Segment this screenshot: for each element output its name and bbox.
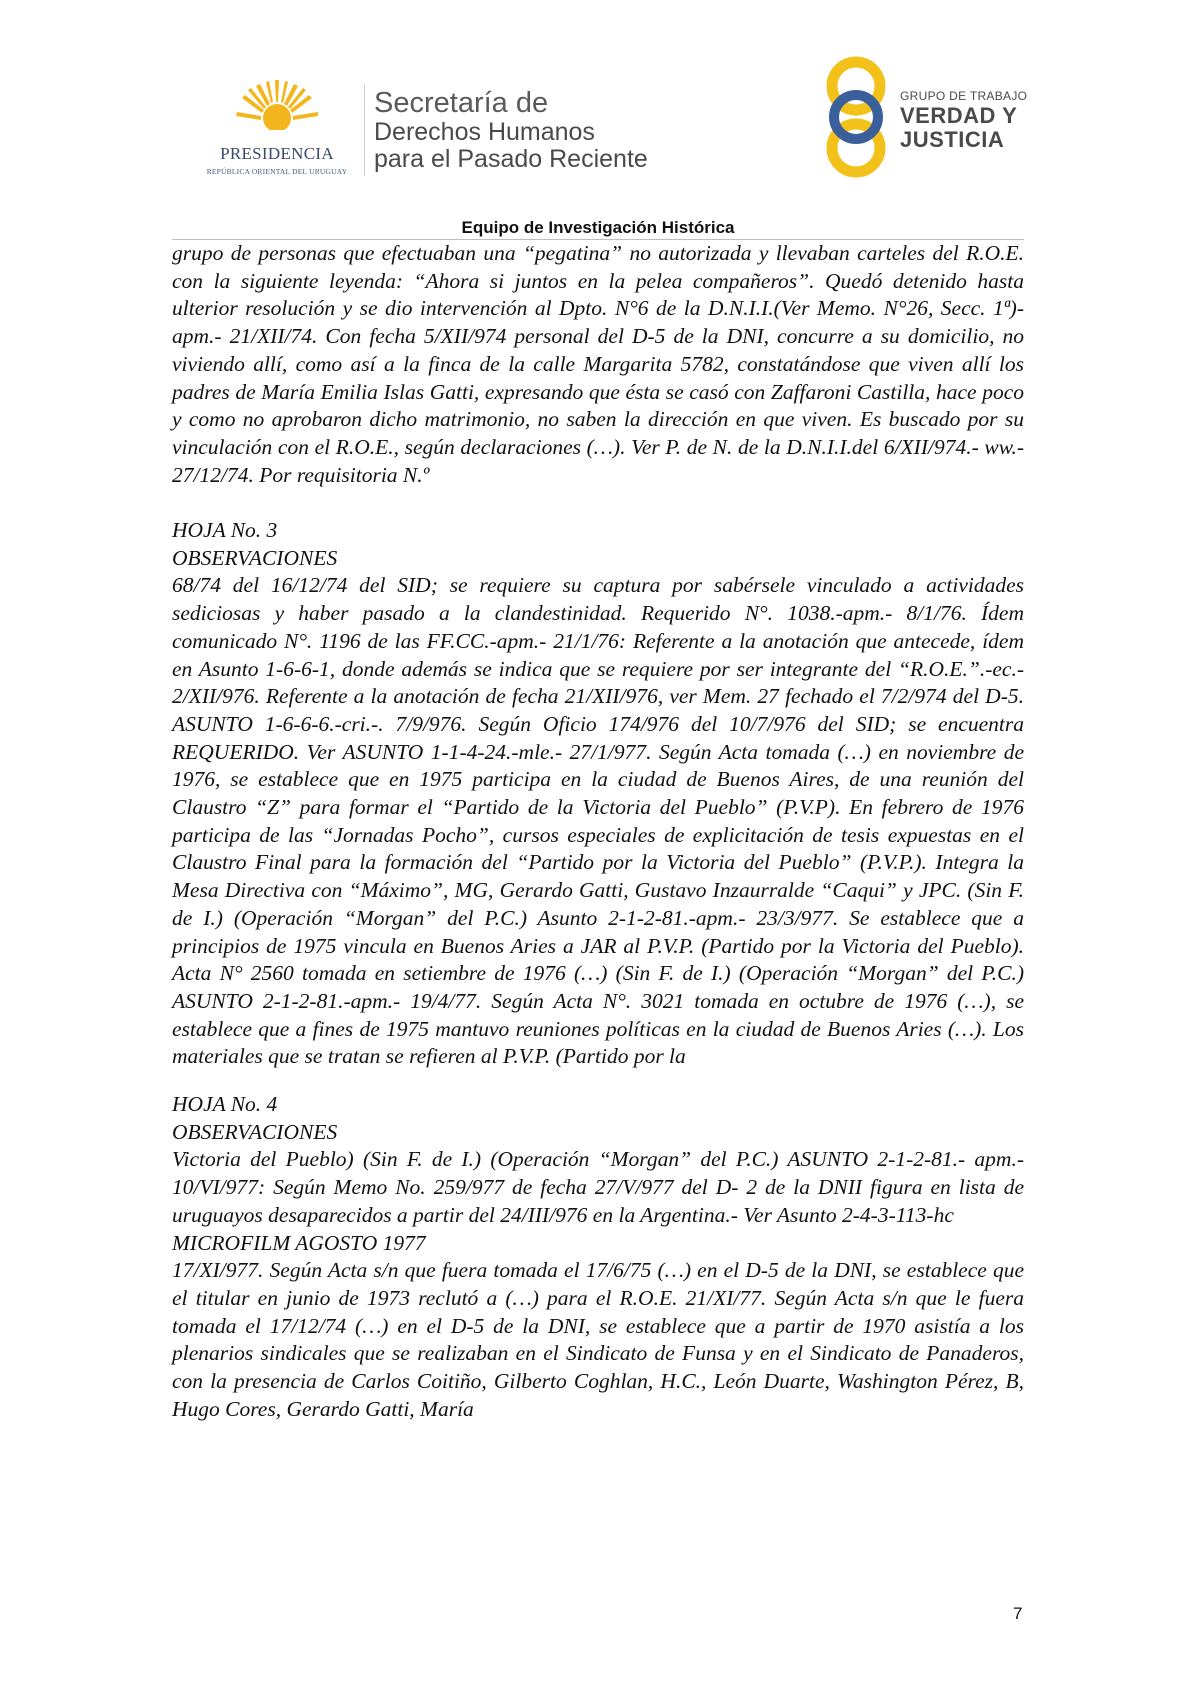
secretaria-line-3: para el Pasado Reciente — [374, 145, 648, 173]
grupo-line-1: GRUPO DE TRABAJO — [900, 89, 1028, 103]
observaciones-3-heading: OBSERVACIONES — [172, 545, 338, 570]
observaciones-4-heading: OBSERVACIONES — [172, 1119, 338, 1144]
secretaria-logo — [374, 88, 648, 173]
sun-icon — [236, 78, 318, 142]
document-body — [172, 240, 1024, 1424]
presidencia-subtitle: REPÚBLICA ORIENTAL DEL URUGUAY — [206, 167, 348, 176]
linked-rings-icon — [820, 56, 898, 184]
paragraph-3: Victoria del Pueblo) (Sin F. de I.) (Operación “Morgan” del P.C.) ASUNTO 2-1-2-81.- apm.- 10/VI/977: Según Memo No. 259/977 de fecha 27/V/977 del D- 2 de la DNII figura en lista de uruguayos desaparecidos a partir del 24/III/976 en la Argentina.- Ver Asunto 2-4-3-113-hc — [172, 1147, 1024, 1227]
paragraph-4: 17/XI/977. Según Acta s/n que fuera tomada el 17/6/75 (…) en el D-5 de la DNI, se establece que el titular en junio de 1973 reclutó a (…) para el R.O.E. 21/XI/77. Según Acta s/n que le fuera tomada el 17/12/74 (…) en el D-5 de la DNI, se establece que a partir de 1970 asistía a los plenarios sindicales que se realizaban en el Sindicato de Funsa y en el Sindicato de Panaderos, con la presencia de Carlos Coitiño, Gilberto Coghlan, H.C., León Duarte, Washington Pérez, B, Hugo Cores, Gerardo Gatti, María — [172, 1258, 1024, 1421]
page-number: 7 — [1013, 1604, 1023, 1623]
page-header — [0, 0, 1190, 215]
secretaria-line-1: Secretaría de — [374, 87, 549, 119]
secretaria-line-2: Derechos Humanos — [374, 118, 595, 146]
presidencia-logo — [198, 78, 356, 178]
grupo-line-2: VERDAD Y — [900, 103, 1018, 128]
paragraph-2: 68/74 del 16/12/74 del SID; se requiere su captura por sabérsele vinculado a actividades sediciosas y haber pasado a la clandestinidad. Requerido N°. 1038.-apm.- 8/1/76. Ídem comunicado N°. 1196 de las FF.CC.-apm.- 21/1/76: Referente a la anotación que antecede, ídem en Asunto 1-6-6-1, donde además se indica que se requiere por ser integrante del “R.O.E.”.-ec.- 2/XII/976. Referente a la anotación de fecha 21/XII/976, ver Mem. 27 fechado el 7/2/974 del D-5. ASUNTO 1-6-6-6.-cri.-. 7/9/976. Según Oficio 174/976 del 10/7/976 del SID; se encuentra REQUERIDO. Ver ASUNTO 1-1-4-24.-mle.- 27/1/977. Según Acta tomada (…) en noviembre de 1976, se establece que en 1975 participa en la ciudad de Buenos Aires, de una reunión del Claustro “Z” para formar el “Partido de la Victoria del Pueblo” (P.V.P). En febrero de 1976 participa de las “Jornadas Pocho”, cursos especiales de explicitación de tesis expuestas en el Claustro Final para la formación del “Partido por la Victoria del Pueblo” (P.V.P.). Integra la Mesa Directiva con “Máximo”, MG, Gerardo Gatti, Gustavo Inzaurralde “Caqui” y JPC. (Sin F. de I.) (Operación “Morgan” del P.C.) Asunto 2-1-2-81.-apm.- 23/3/977. Se establece que a principios de 1975 vincula en Buenos Aries a JAR al P.V.P. (Partido por la Victoria del Pueblo). Acta N° 2560 tomada en setiembre de 1976 (…) (Sin F. de I.) (Operación “Morgan” del P.C.) ASUNTO 2-1-2-81.-apm.- 19/4/77. Según Acta N°. 3021 tomada en octubre de 1976 (…), se establece que a fines de 1975 mantuvo reuniones políticas en la ciudad de Buenos Aries (…). Los materiales que se tratan se refieren al P.V.P. (Partido por la — [172, 573, 1024, 1069]
grupo-line-3: JUSTICIA — [900, 127, 1005, 152]
paragraph-1: grupo de personas que efectuaban una “pegatina” no autorizada y llevaban carteles del R.O.E. con la siguiente leyenda: “Ahora si juntos en la pelea compañeros”. Quedó detenido hasta ulterior resolución y se dio intervención al Dpto. N°6 de la D.N.I.I.(Ver Memo. N°26, Secc. 1ª)- apm.- 21/XII/74. Con fecha 5/XII/974 personal del D-5 de la DNI, concurre a su domicilio, no viviendo allí, como así a la finca de la calle Margarita 5782, constatándose que viven allí los padres de María Emilia Islas Gatti, expresando que ésta se casó con Zaffaroni Castilla, hace poco y como no aprobaron dicho matrimonio, no saben la dirección en que viven. Es buscado por su vinculación con el R.O.E., según declaraciones (…). Ver P. de N. de la D.N.I.I.del 6/XII/974.- ww.- 27/12/74. Por requisitoria N.º — [172, 241, 1024, 487]
header-divider — [364, 84, 365, 176]
microfilm-heading: MICROFILM AGOSTO 1977 — [172, 1230, 426, 1255]
section-title: Equipo de Investigación Histórica — [461, 218, 735, 237]
hoja-3-heading: HOJA No. 3 — [172, 518, 278, 543]
spacer — [172, 1071, 1024, 1091]
verdad-justicia-logo — [820, 56, 1030, 184]
spacer — [172, 489, 1024, 517]
hoja-4-heading: HOJA No. 4 — [172, 1092, 278, 1117]
presidencia-name: PRESIDENCIA — [220, 144, 334, 163]
